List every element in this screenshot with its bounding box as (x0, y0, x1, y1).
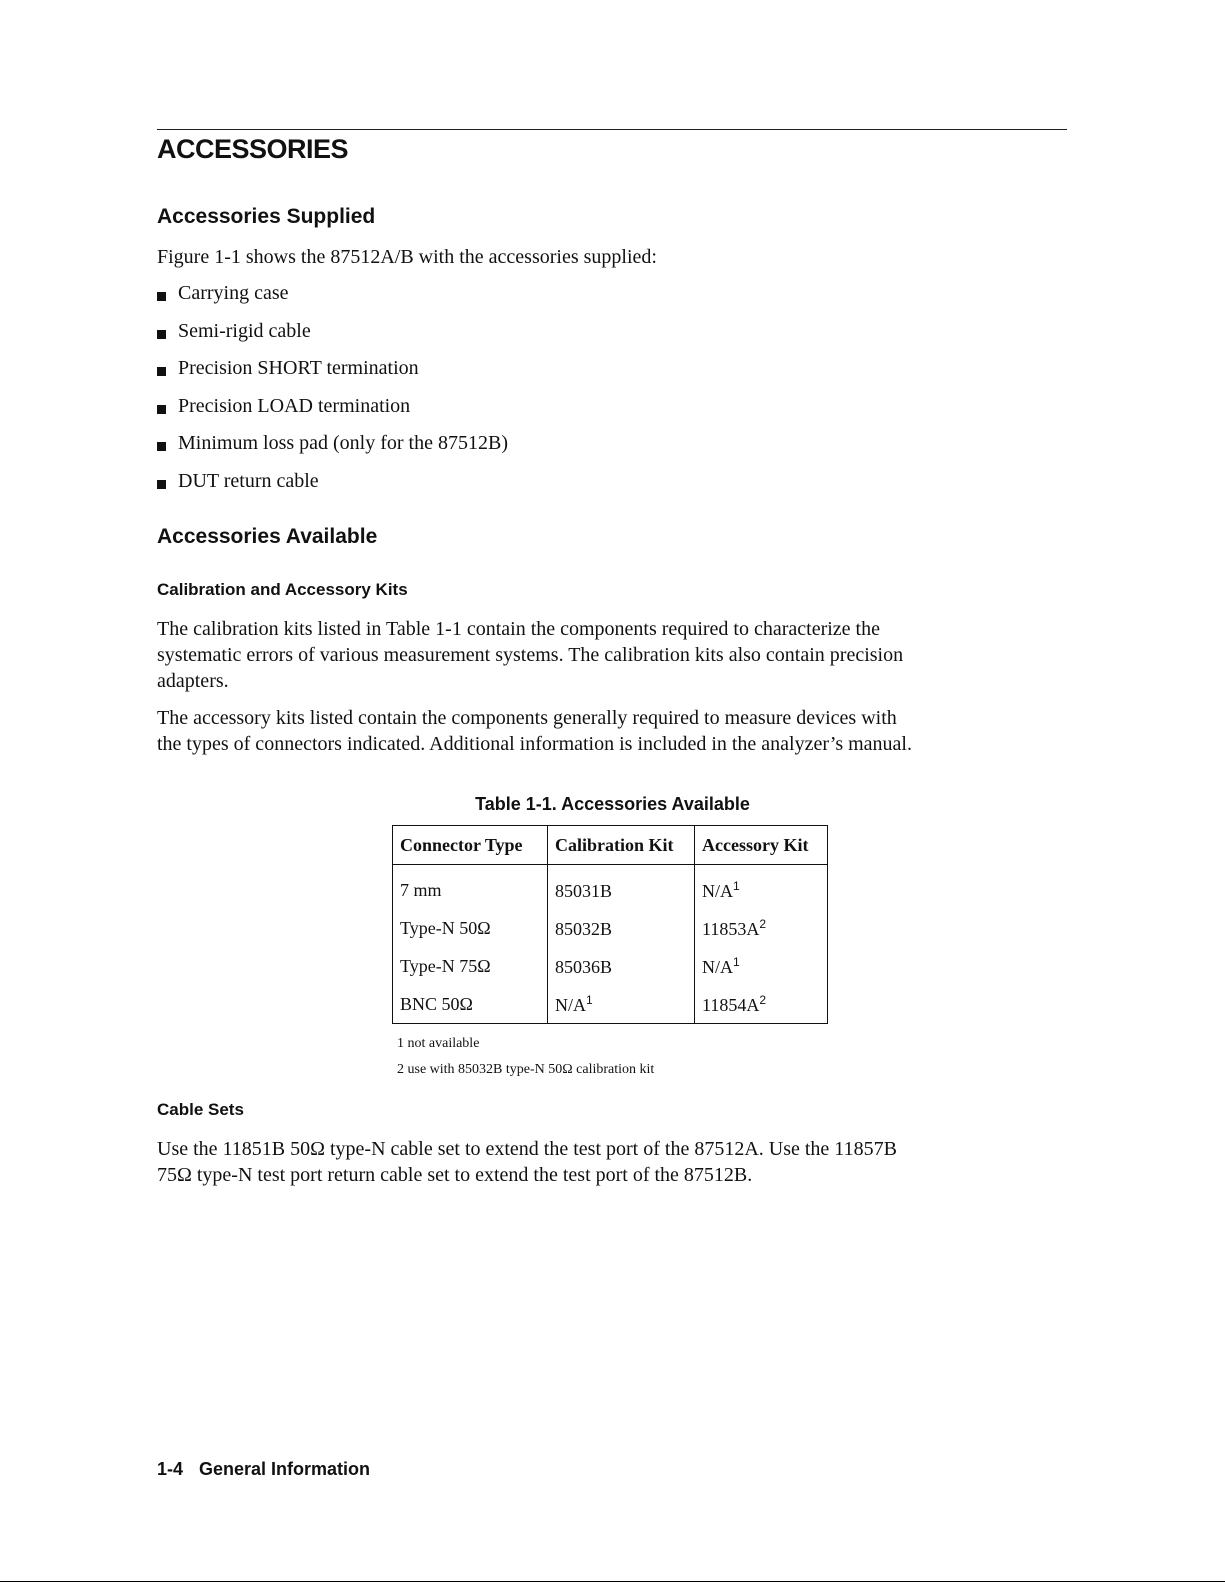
paragraph-line: adapters. (157, 670, 229, 692)
page-number: 1-4 (157, 1459, 184, 1479)
section-title: ACCESSORIES (157, 134, 349, 164)
supplied-list (157, 282, 508, 507)
table-cell: BNC 50Ω (393, 985, 548, 1024)
bullet-icon (157, 330, 166, 339)
paragraph-line: 75Ω type-N test port return cable set to extend the test port of the 87512B. (157, 1164, 753, 1186)
heading-accessories-available: Accessories Available (157, 525, 378, 548)
footer-section: General Information (199, 1459, 371, 1479)
table-row (393, 865, 828, 910)
paragraph-line: the types of connectors indicated. Additional information is included in the analyzer’s manual. (157, 733, 912, 755)
column-header: Connector Type (393, 826, 548, 865)
bullet-icon (157, 405, 166, 414)
bullet-icon (157, 367, 166, 376)
paragraph-line: The accessory kits listed contain the components generally required to measure devices with (157, 707, 897, 729)
table-cell: $N/A^1$ (548, 985, 695, 1024)
table-footnote: 2 use with 85032B type-N 50Ω calibration kit (397, 1062, 655, 1077)
accessories-table (392, 825, 828, 1024)
table-cell: 7 mm (393, 865, 548, 910)
list-item: Carrying case (157, 282, 508, 320)
heading-calibration-kits: Calibration and Accessory Kits (157, 580, 408, 599)
bullet-icon (157, 442, 166, 451)
paragraph-line: The calibration kits listed in Table 1-1 contain the components required to characterize the (157, 618, 880, 640)
page-bottom-edge (0, 1581, 1225, 1582)
list-item: DUT return cable (157, 470, 508, 508)
list-item: Semi-rigid cable (157, 320, 508, 358)
column-header: Accessory Kit (695, 826, 828, 865)
table-cell: $11854A^2$ (695, 985, 828, 1024)
table-cell: $11853A^2$ (695, 909, 828, 947)
bullet-icon (157, 480, 166, 489)
list-item: Precision SHORT termination (157, 357, 508, 395)
bullet-icon (157, 292, 166, 301)
heading-accessories-supplied: Accessories Supplied (157, 205, 376, 228)
heading-cable-sets: Cable Sets (157, 1100, 244, 1119)
paragraph-line: Use the 11851B 50Ω type-N cable set to extend the test port of the 87512A. Use the 11857B (157, 1138, 897, 1160)
table-cell: $N/A^1$ (695, 947, 828, 985)
paragraph-line: systematic errors of various measurement systems. The calibration kits also contain precision (157, 644, 904, 666)
supplied-intro: Figure 1-1 shows the 87512A/B with the accessories supplied: (157, 246, 657, 268)
table-footnote: 1 not available (397, 1036, 480, 1051)
table-cell: 85032B (548, 909, 695, 947)
table-caption: Table 1-1. Accessories Available (475, 794, 750, 814)
table-row (393, 947, 828, 985)
table-cell: 85031B (548, 865, 695, 910)
table-cell: $N/A^1$ (695, 865, 828, 910)
table-row (393, 985, 828, 1024)
table-cell: 85036B (548, 947, 695, 985)
table-row (393, 909, 828, 947)
table-header-row (393, 826, 828, 865)
table-cell: Type-N 50Ω (393, 909, 548, 947)
column-header: Calibration Kit (548, 826, 695, 865)
title-rule (157, 129, 1067, 130)
list-item: Precision LOAD termination (157, 395, 508, 433)
page-footer (157, 1459, 370, 1480)
list-item: Minimum loss pad (only for the 87512B) (157, 432, 508, 470)
table-cell: Type-N 75Ω (393, 947, 548, 985)
